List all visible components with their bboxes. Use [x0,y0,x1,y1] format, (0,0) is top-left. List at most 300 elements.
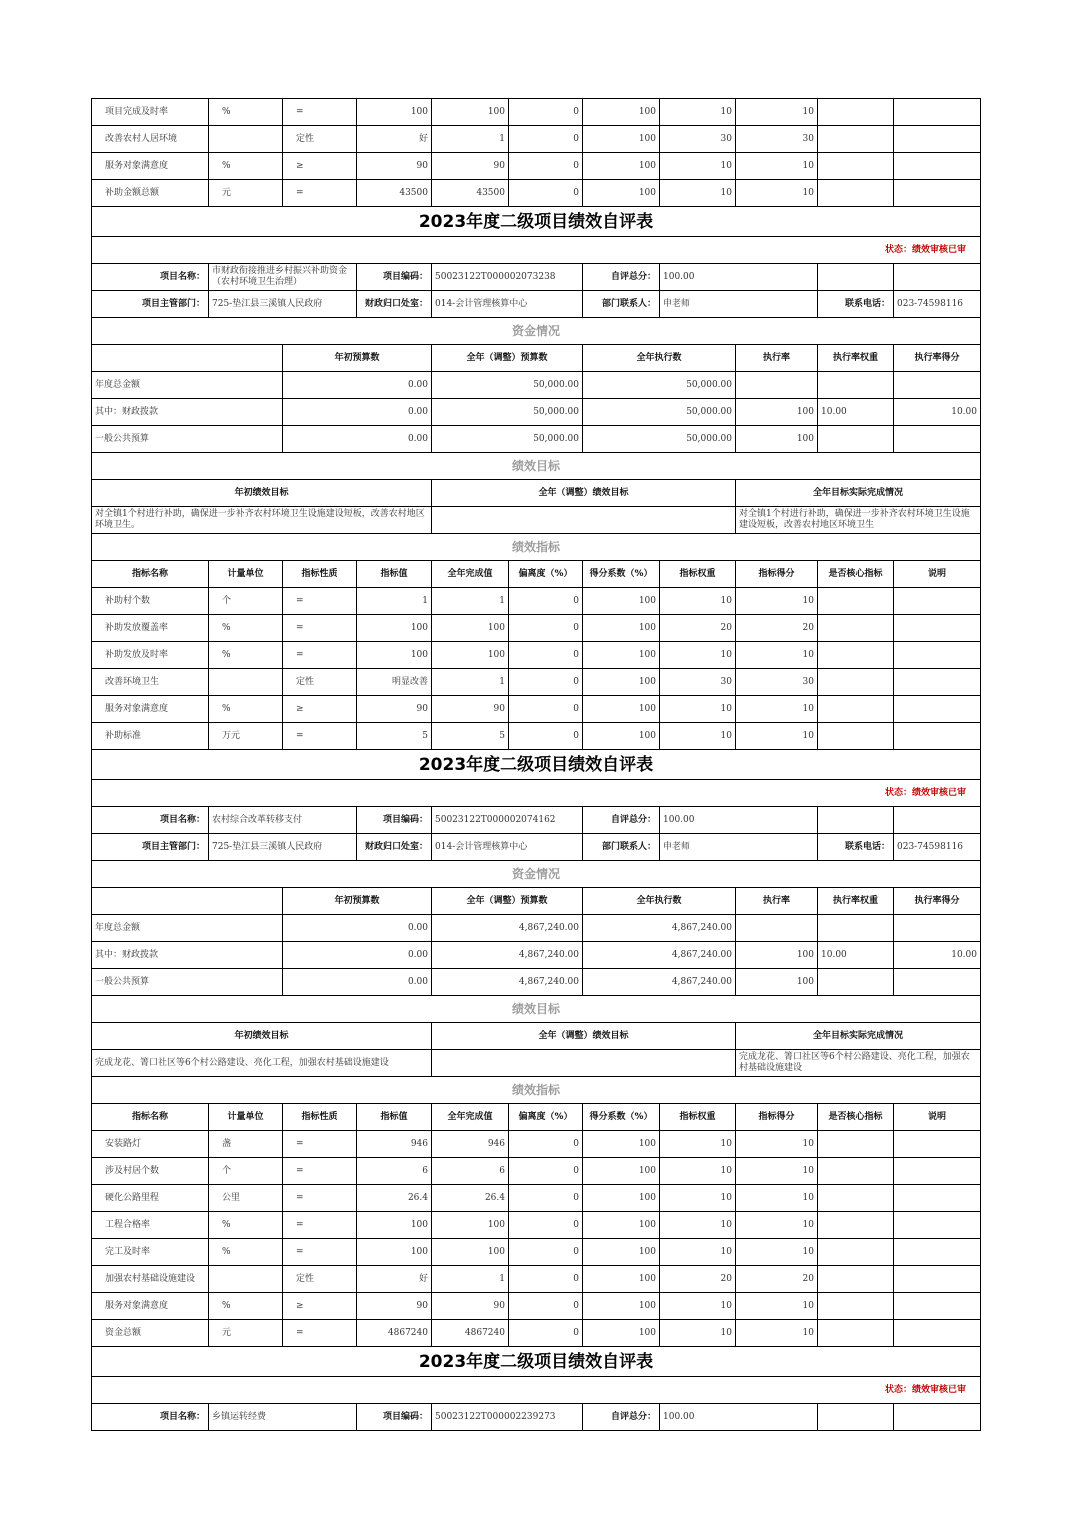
fund-rate: 100 [736,426,818,453]
indicator-header: 指标得分 [736,1104,818,1131]
indicator-cell: 100 [583,1266,660,1293]
indicator-header: 是否核心指标 [818,1104,894,1131]
indicator-cell: 0 [509,1158,583,1185]
indicator-cell: % [209,1212,283,1239]
indicator-cell: 安装路灯 [92,1131,209,1158]
table-row [92,180,981,207]
indicator-cell: 0 [509,1266,583,1293]
office-label: 财政归口处室： [357,834,432,861]
fund-score: 10.00 [894,399,981,426]
empty-cell [894,264,981,291]
indicator-cell: 30 [660,126,736,153]
indicator-cell [818,1212,894,1239]
funds-section-title: 资金情况 [92,861,981,888]
indicator-cell: 100 [583,642,660,669]
fund-header: 执行率 [736,888,818,915]
indicator-cell: 完工及时率 [92,1239,209,1266]
indicator-cell: 4867240 [432,1320,509,1347]
fund-rate: 100 [736,399,818,426]
indicator-cell [894,99,981,126]
indicators-section-row [92,534,981,561]
indicator-cell: 20 [736,1266,818,1293]
dept-row [92,291,981,318]
indicator-cell: 10 [660,1158,736,1185]
indicator-header: 全年完成值 [432,1104,509,1131]
indicator-cell [209,126,283,153]
evaluation-table [91,98,981,1431]
indicator-cell: 20 [660,1266,736,1293]
indicator-cell: = [283,1185,357,1212]
office-value: 014-会计管理核算中心 [432,834,583,861]
indicator-cell: 100 [432,615,509,642]
page-title: 2023年度二级项目绩效自评表 [92,1347,981,1377]
fund-initial: 0.00 [283,969,432,996]
indicator-cell [894,1239,981,1266]
indicator-cell [894,1266,981,1293]
title-row [92,207,981,237]
indicator-cell: 10 [660,588,736,615]
indicator-cell: 100 [583,615,660,642]
indicator-cell: 100 [583,1131,660,1158]
indicator-cell: 10 [660,696,736,723]
indicator-cell: 26.4 [357,1185,432,1212]
indicator-cell: 项目完成及时率 [92,99,209,126]
indicator-cell: 100 [357,1239,432,1266]
indicator-header: 指标性质 [283,1104,357,1131]
status-row [92,237,981,264]
indicators-header-row [92,561,981,588]
indicator-cell: 定性 [283,126,357,153]
goals-section-title: 绩效目标 [92,453,981,480]
project-name-value: 农村综合改革转移支付 [209,807,357,834]
table-row [92,1185,981,1212]
indicator-cell: 100 [583,696,660,723]
evaluation-sheet [91,98,980,1431]
fund-rate [736,372,818,399]
self-score-label: 自评总分： [583,1404,660,1431]
indicator-cell: 10 [660,723,736,750]
indicator-cell: 服务对象满意度 [92,696,209,723]
indicator-cell: 100 [583,1212,660,1239]
funds-row [92,969,981,996]
phone-label: 联系电话： [818,834,894,861]
table-row [92,588,981,615]
goal-header: 全年（调整）绩效目标 [432,1023,736,1050]
indicator-cell [894,588,981,615]
table-row [92,99,981,126]
phone-value: 023-74598116 [894,834,981,861]
indicator-cell [894,615,981,642]
indicators-section-title: 绩效指标 [92,1077,981,1104]
funds-row [92,426,981,453]
table-row [92,1158,981,1185]
fund-name: 其中：财政拨款 [92,942,283,969]
project-code-value: 50023122T000002074162 [432,807,583,834]
indicator-cell: 定性 [283,1266,357,1293]
indicator-cell: 0 [509,153,583,180]
page-title: 2023年度二级项目绩效自评表 [92,750,981,780]
goals-header-row [92,1023,981,1050]
indicator-cell: = [283,588,357,615]
indicator-cell: 10 [660,1293,736,1320]
fund-adjusted: 50,000.00 [432,399,583,426]
fund-score: 10.00 [894,942,981,969]
indicator-header: 得分系数（%） [583,561,660,588]
indicator-cell: 100 [583,1185,660,1212]
indicator-cell: 100 [432,1239,509,1266]
indicator-cell: 10 [660,180,736,207]
indicator-cell: 4867240 [357,1320,432,1347]
indicator-cell: 1 [432,588,509,615]
indicator-cell [894,723,981,750]
indicator-cell: 好 [357,1266,432,1293]
indicator-cell: % [209,1293,283,1320]
indicator-cell: % [209,696,283,723]
fund-weight [818,372,894,399]
project-name-label: 项目名称： [92,1404,209,1431]
indicator-cell: 20 [736,615,818,642]
indicator-cell: = [283,1320,357,1347]
indicator-cell: 100 [583,1239,660,1266]
indicator-cell: 30 [660,669,736,696]
indicator-cell [818,1131,894,1158]
fund-adjusted: 4,867,240.00 [432,942,583,969]
indicator-header: 偏离度（%） [509,1104,583,1131]
self-score-label: 自评总分： [583,264,660,291]
indicator-cell [894,180,981,207]
indicator-header: 说明 [894,1104,981,1131]
indicator-cell [894,1293,981,1320]
fund-executed: 50,000.00 [583,399,736,426]
self-score-value: 100.00 [660,807,818,834]
indicator-cell [894,642,981,669]
goal-initial: 对全镇1个村进行补助，确保进一步补齐农村环境卫生设施建设短板，改善农村地区环境卫生。 [92,507,432,534]
indicator-cell: = [283,1131,357,1158]
fund-rate: 100 [736,969,818,996]
indicator-header: 指标权重 [660,1104,736,1131]
fund-executed: 4,867,240.00 [583,915,736,942]
fund-header: 年初预算数 [283,345,432,372]
indicator-cell: 100 [583,1320,660,1347]
indicator-cell: 1 [357,588,432,615]
indicator-cell: 补助发放及时率 [92,642,209,669]
indicators-section-row [92,1077,981,1104]
indicator-cell: 90 [432,1293,509,1320]
indicator-header: 指标值 [357,1104,432,1131]
fund-score [894,969,981,996]
indicator-cell: % [209,642,283,669]
indicator-cell: 盏 [209,1131,283,1158]
project-code-label: 项目编码： [357,807,432,834]
indicator-cell: 100 [583,99,660,126]
indicator-cell: 0 [509,1320,583,1347]
phone-value: 023-74598116 [894,291,981,318]
table-row [92,1266,981,1293]
fund-executed: 4,867,240.00 [583,969,736,996]
dept-value: 725-垫江县三溪镇人民政府 [209,291,357,318]
status-badge: 状态：绩效审核已审 [92,237,981,264]
indicator-cell: 100 [583,180,660,207]
indicator-cell: = [283,99,357,126]
indicator-cell: 100 [583,153,660,180]
funds-header-row [92,888,981,915]
goal-header: 年初绩效目标 [92,480,432,507]
fund-weight [818,915,894,942]
indicator-cell: 10 [736,1131,818,1158]
indicator-cell: 10 [736,1320,818,1347]
project-row [92,264,981,291]
empty-cell [818,264,894,291]
indicator-cell [818,723,894,750]
goal-initial: 完成龙花、箐口社区等6个村公路建设、亮化工程，加强农村基础设施建设 [92,1050,432,1077]
indicator-cell: 补助金额总额 [92,180,209,207]
indicator-cell [818,126,894,153]
indicator-cell: 元 [209,1320,283,1347]
fund-executed: 50,000.00 [583,426,736,453]
table-row [92,1212,981,1239]
indicator-cell: 10 [660,1239,736,1266]
goals-header-row [92,480,981,507]
indicator-cell: 硬化公路里程 [92,1185,209,1212]
project-name-label: 项目名称： [92,264,209,291]
status-row [92,1377,981,1404]
indicator-cell: 0 [509,1212,583,1239]
indicator-cell [818,669,894,696]
goal-header: 全年目标实际完成情况 [736,480,981,507]
indicator-cell: 10 [660,153,736,180]
table-row [92,1320,981,1347]
indicator-cell: ≥ [283,1293,357,1320]
fund-weight [818,969,894,996]
indicator-cell [818,1320,894,1347]
indicator-header: 说明 [894,561,981,588]
indicator-cell [818,588,894,615]
indicator-cell: 0 [509,1185,583,1212]
indicator-cell: 改善环境卫生 [92,669,209,696]
indicator-cell [894,1320,981,1347]
indicator-cell [818,1293,894,1320]
contact-label: 部门联系人： [583,291,660,318]
empty-cell [894,1404,981,1431]
indicator-cell: 0 [509,615,583,642]
table-row [92,1239,981,1266]
fund-rate: 100 [736,942,818,969]
indicator-cell: = [283,642,357,669]
goals-section-row [92,996,981,1023]
indicator-cell: 100 [432,642,509,669]
indicator-cell [894,126,981,153]
fund-initial: 0.00 [283,915,432,942]
indicator-cell: 946 [432,1131,509,1158]
fund-executed: 4,867,240.00 [583,942,736,969]
indicator-cell: 100 [583,669,660,696]
indicator-cell [894,1158,981,1185]
funds-header-row [92,345,981,372]
indicator-cell: 10 [736,1212,818,1239]
fund-adjusted: 50,000.00 [432,426,583,453]
status-badge: 状态：绩效审核已审 [92,1377,981,1404]
indicator-cell [818,696,894,723]
office-value: 014-会计管理核算中心 [432,291,583,318]
indicator-cell [894,669,981,696]
fund-weight [818,426,894,453]
indicator-cell: 10 [736,1185,818,1212]
table-row [92,1293,981,1320]
indicator-cell: 10 [660,1320,736,1347]
indicator-cell: 个 [209,588,283,615]
indicator-cell: 100 [357,1212,432,1239]
funds-section-title: 资金情况 [92,318,981,345]
title-row [92,750,981,780]
indicator-cell: 0 [509,696,583,723]
table-row [92,696,981,723]
empty-cell [92,345,283,372]
indicator-cell: 10 [736,642,818,669]
fund-initial: 0.00 [283,399,432,426]
indicator-cell: 个 [209,1158,283,1185]
indicator-cell: 20 [660,615,736,642]
indicator-cell [818,180,894,207]
indicator-cell: 0 [509,1293,583,1320]
indicator-cell: 100 [432,1212,509,1239]
project-row [92,807,981,834]
indicator-header: 指标得分 [736,561,818,588]
office-label: 财政归口处室： [357,291,432,318]
goals-row [92,1050,981,1077]
indicator-header: 是否核心指标 [818,561,894,588]
indicator-cell: 100 [583,1158,660,1185]
indicator-cell: = [283,1158,357,1185]
indicator-cell: 加强农村基础设施建设 [92,1266,209,1293]
fund-header: 全年执行数 [583,888,736,915]
fund-adjusted: 50,000.00 [432,372,583,399]
indicator-cell: 6 [357,1158,432,1185]
indicator-cell: ≥ [283,153,357,180]
fund-name: 年度总金额 [92,372,283,399]
project-code-value: 50023122T000002073238 [432,264,583,291]
indicator-cell [894,1212,981,1239]
indicator-cell: 好 [357,126,432,153]
indicator-cell: 100 [583,126,660,153]
project-name-label: 项目名称： [92,807,209,834]
project-code-value: 50023122T000002239273 [432,1404,583,1431]
indicator-header: 得分系数（%） [583,1104,660,1131]
indicator-cell: 100 [357,615,432,642]
fund-initial: 0.00 [283,426,432,453]
indicator-cell: 10 [736,588,818,615]
goal-actual: 完成龙花、箐口社区等6个村公路建设、亮化工程，加强农村基础设施建设 [736,1050,981,1077]
indicator-cell: = [283,615,357,642]
indicator-cell: 10 [736,723,818,750]
fund-header: 执行率得分 [894,888,981,915]
indicator-cell: = [283,1212,357,1239]
indicator-cell [894,696,981,723]
project-name-value: 乡镇运转经费 [209,1404,357,1431]
self-score-value: 100.00 [660,264,818,291]
indicator-cell [209,669,283,696]
title-row [92,1347,981,1377]
fund-header: 全年（调整）预算数 [432,888,583,915]
indicator-cell [894,1185,981,1212]
indicator-cell: 万元 [209,723,283,750]
funds-row [92,399,981,426]
indicator-cell [894,1131,981,1158]
indicator-cell: % [209,153,283,180]
indicator-cell: 10 [736,1158,818,1185]
funds-section-row [92,861,981,888]
dept-label: 项目主管部门： [92,291,209,318]
empty-cell [818,807,894,834]
indicator-cell: 0 [509,180,583,207]
dept-row [92,834,981,861]
indicator-cell [818,1239,894,1266]
goal-actual: 对全镇1个村进行补助，确保进一步补齐农村环境卫生设施建设短板，改善农村地区环境卫生 [736,507,981,534]
fund-header: 执行率得分 [894,345,981,372]
indicator-cell: ≥ [283,696,357,723]
indicator-cell: 90 [357,153,432,180]
indicator-cell: 10 [660,1185,736,1212]
indicator-cell [818,1185,894,1212]
dept-value: 725-垫江县三溪镇人民政府 [209,834,357,861]
indicator-cell: 100 [583,588,660,615]
phone-label: 联系电话： [818,291,894,318]
goal-adjusted [432,507,736,534]
indicator-header: 指标名称 [92,561,209,588]
indicator-cell: 补助村个数 [92,588,209,615]
indicator-cell: 涉及村居个数 [92,1158,209,1185]
indicator-cell: 10 [660,1131,736,1158]
indicator-cell: 26.4 [432,1185,509,1212]
indicator-cell: 元 [209,180,283,207]
indicator-cell: 100 [357,642,432,669]
indicator-cell: 6 [432,1158,509,1185]
indicator-cell: 资金总额 [92,1320,209,1347]
empty-cell [92,888,283,915]
project-code-label: 项目编码： [357,264,432,291]
fund-header: 全年执行数 [583,345,736,372]
fund-adjusted: 4,867,240.00 [432,969,583,996]
fund-name: 一般公共预算 [92,969,283,996]
indicator-header: 偏离度（%） [509,561,583,588]
indicator-header: 指标名称 [92,1104,209,1131]
indicator-cell: 5 [432,723,509,750]
indicator-cell: 90 [357,696,432,723]
indicators-section-title: 绩效指标 [92,534,981,561]
indicator-cell: 10 [736,1293,818,1320]
indicator-cell: 0 [509,1239,583,1266]
self-score-label: 自评总分： [583,807,660,834]
funds-row [92,372,981,399]
contact-value: 申老师 [660,291,818,318]
indicator-cell: 100 [583,723,660,750]
indicator-cell [818,1266,894,1293]
indicator-cell [818,153,894,180]
indicator-cell: 100 [357,99,432,126]
indicator-cell: 改善农村人居环境 [92,126,209,153]
indicator-cell: = [283,180,357,207]
indicator-cell [818,1158,894,1185]
indicator-cell: 明显改善 [357,669,432,696]
funds-row [92,942,981,969]
table-row [92,669,981,696]
table-row [92,642,981,669]
indicator-cell: 补助发放覆盖率 [92,615,209,642]
indicator-cell: 0 [509,723,583,750]
contact-label: 部门联系人： [583,834,660,861]
empty-cell [894,807,981,834]
indicator-cell: 补助标准 [92,723,209,750]
indicator-cell: 10 [736,180,818,207]
